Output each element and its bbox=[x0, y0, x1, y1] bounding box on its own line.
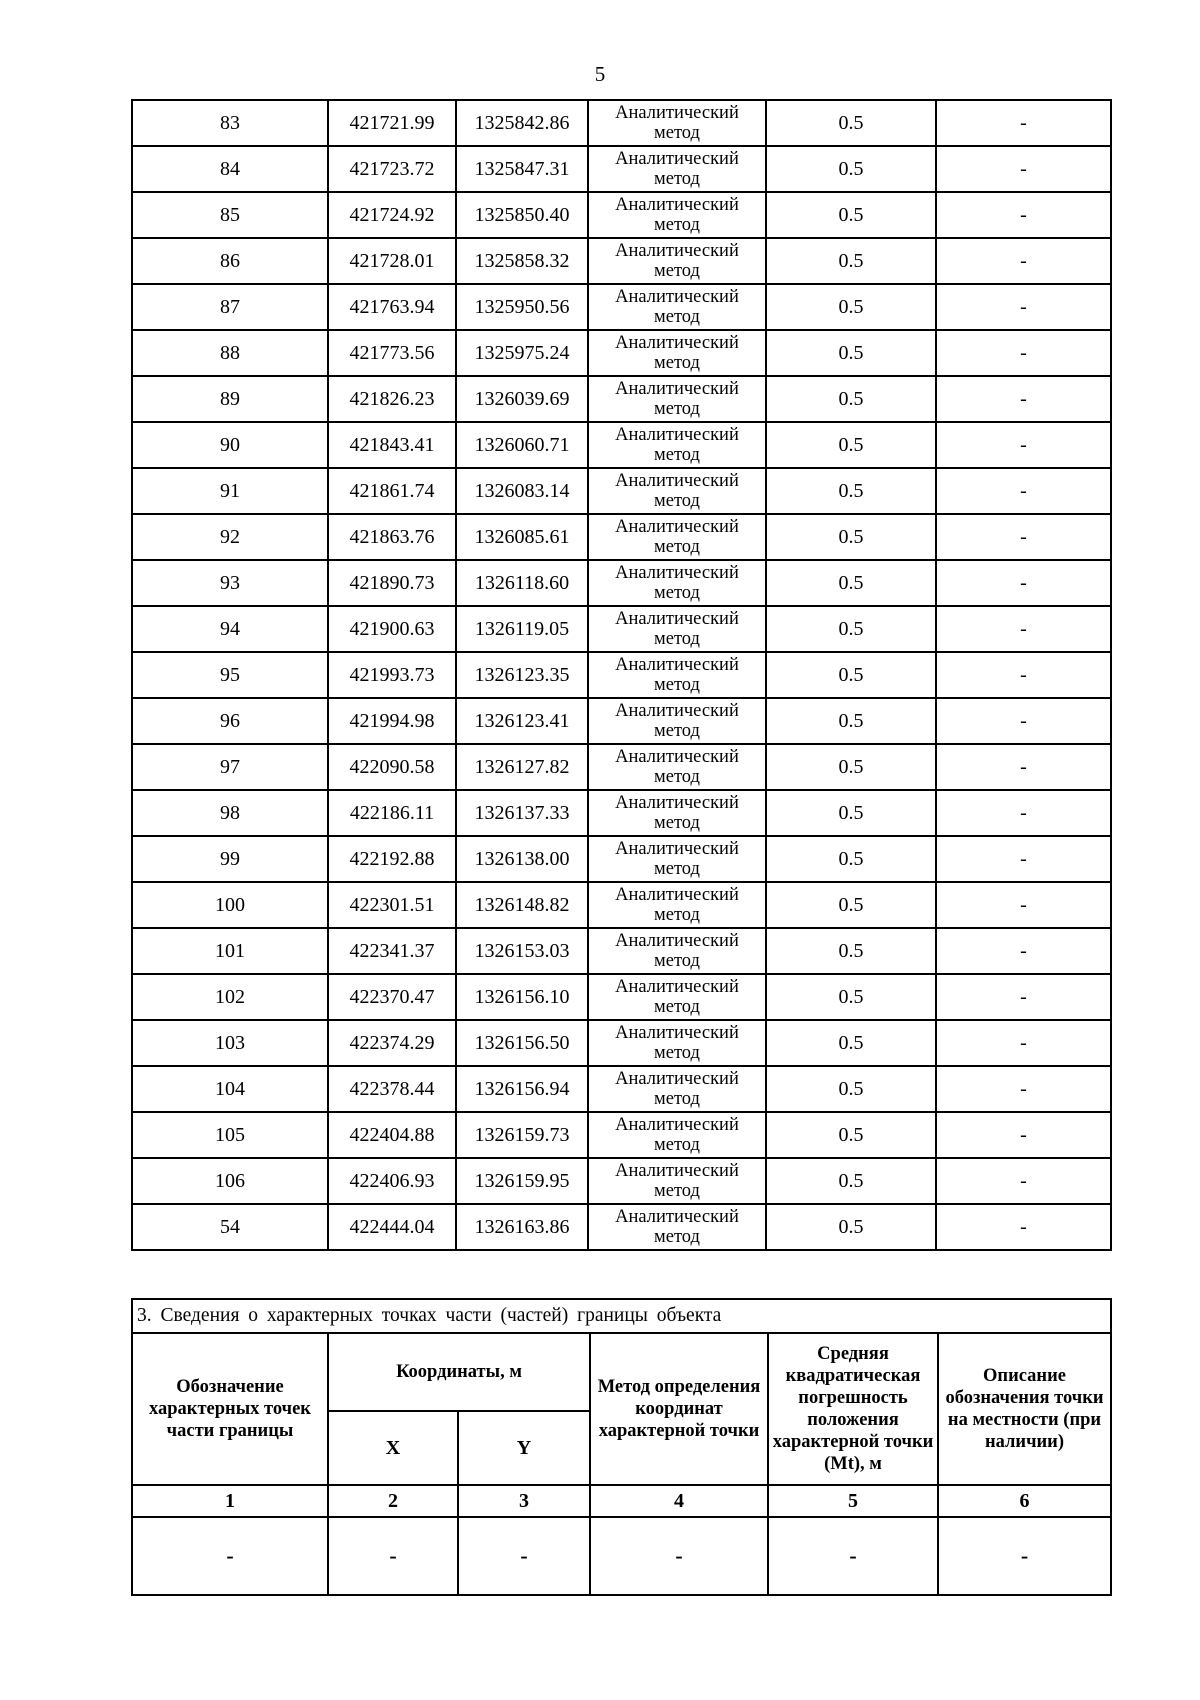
cell-point: 90 bbox=[132, 422, 328, 468]
cell-description: - bbox=[936, 606, 1111, 652]
cell-x: 422404.88 bbox=[328, 1112, 456, 1158]
header-y: Y bbox=[458, 1411, 590, 1485]
column-number: 2 bbox=[328, 1485, 458, 1517]
cell-x: 421890.73 bbox=[328, 560, 456, 606]
cell-method bbox=[588, 192, 766, 238]
cell-point: 91 bbox=[132, 468, 328, 514]
cell-y: 1326156.10 bbox=[456, 974, 588, 1020]
cell-point: 96 bbox=[132, 698, 328, 744]
cell-x: 421723.72 bbox=[328, 146, 456, 192]
cell-method bbox=[588, 1066, 766, 1112]
method-line-1: Аналитический bbox=[615, 517, 739, 537]
cell-method bbox=[588, 238, 766, 284]
cell-y: 1325850.40 bbox=[456, 192, 588, 238]
cell-x: 422301.51 bbox=[328, 882, 456, 928]
method-line-1: Аналитический bbox=[615, 885, 739, 905]
coordinates-table-body bbox=[132, 100, 1111, 1250]
header-row-1 bbox=[132, 1333, 1111, 1411]
method-line-2: метод bbox=[654, 123, 700, 143]
table-row bbox=[132, 790, 1111, 836]
method-line-1: Аналитический bbox=[615, 103, 739, 123]
cell-method bbox=[588, 422, 766, 468]
method-line-2: метод bbox=[654, 675, 700, 695]
method-line-2: метод bbox=[654, 537, 700, 557]
cell-method bbox=[588, 928, 766, 974]
cell-description: - bbox=[936, 974, 1111, 1020]
method-line-1: Аналитический bbox=[615, 195, 739, 215]
cell-point: 106 bbox=[132, 1158, 328, 1204]
cell-y: 1326159.95 bbox=[456, 1158, 588, 1204]
cell-description: - bbox=[938, 1517, 1111, 1595]
cell-y: 1325842.86 bbox=[456, 100, 588, 146]
cell-x: 422370.47 bbox=[328, 974, 456, 1020]
cell-description: - bbox=[936, 560, 1111, 606]
column-number: 5 bbox=[768, 1485, 938, 1517]
method-line-2: метод bbox=[654, 813, 700, 833]
cell-method bbox=[588, 146, 766, 192]
cell-description: - bbox=[936, 376, 1111, 422]
table-row bbox=[132, 1020, 1111, 1066]
table-row bbox=[132, 192, 1111, 238]
column-number: 4 bbox=[590, 1485, 768, 1517]
header-coordinates: Координаты, м bbox=[328, 1333, 590, 1411]
method-line-2: метод bbox=[654, 307, 700, 327]
method-line-1: Аналитический bbox=[615, 563, 739, 583]
method-line-2: метод bbox=[654, 629, 700, 649]
cell-point: 89 bbox=[132, 376, 328, 422]
cell-x: 422192.88 bbox=[328, 836, 456, 882]
header-description: Описание обозначения точки на местности (при наличии) bbox=[938, 1333, 1111, 1485]
table-row bbox=[132, 652, 1111, 698]
header-x: X bbox=[328, 1411, 458, 1485]
header-accuracy: Средняя квадратическая погрешность положения характерной точки (Mt), м bbox=[768, 1333, 938, 1485]
cell-x: - bbox=[328, 1517, 458, 1595]
cell-method bbox=[588, 698, 766, 744]
cell-point: 93 bbox=[132, 560, 328, 606]
cell-point: 103 bbox=[132, 1020, 328, 1066]
method-line-1: Аналитический bbox=[615, 287, 739, 307]
cell-point: 87 bbox=[132, 284, 328, 330]
table-row bbox=[132, 1158, 1111, 1204]
method-line-1: Аналитический bbox=[615, 333, 739, 353]
method-line-1: Аналитический bbox=[615, 1161, 739, 1181]
cell-point: 99 bbox=[132, 836, 328, 882]
cell-y: 1326138.00 bbox=[456, 836, 588, 882]
cell-description: - bbox=[936, 1204, 1111, 1250]
cell-y: - bbox=[458, 1517, 590, 1595]
cell-method bbox=[588, 1158, 766, 1204]
cell-method bbox=[588, 1204, 766, 1250]
cell-accuracy: 0.5 bbox=[766, 514, 936, 560]
method-line-1: Аналитический bbox=[615, 609, 739, 629]
cell-y: 1326039.69 bbox=[456, 376, 588, 422]
column-number-row bbox=[132, 1485, 1111, 1517]
cell-x: 422186.11 bbox=[328, 790, 456, 836]
cell-accuracy: 0.5 bbox=[766, 146, 936, 192]
cell-accuracy: 0.5 bbox=[766, 284, 936, 330]
cell-description: - bbox=[936, 790, 1111, 836]
header-method: Метод определения координат характерной точки bbox=[590, 1333, 768, 1485]
section-title: 3. Сведения о характерных точках части (частей) границы объекта bbox=[132, 1299, 1111, 1333]
table-row bbox=[132, 284, 1111, 330]
table-row bbox=[132, 1112, 1111, 1158]
cell-description: - bbox=[936, 744, 1111, 790]
method-line-1: Аналитический bbox=[615, 701, 739, 721]
cell-x: 421724.92 bbox=[328, 192, 456, 238]
cell-description: - bbox=[936, 882, 1111, 928]
cell-method bbox=[588, 560, 766, 606]
cell-accuracy: 0.5 bbox=[766, 330, 936, 376]
cell-designation: - bbox=[132, 1517, 328, 1595]
coordinates-table bbox=[131, 99, 1112, 1251]
method-line-2: метод bbox=[654, 261, 700, 281]
table-row bbox=[132, 836, 1111, 882]
cell-accuracy: 0.5 bbox=[766, 1158, 936, 1204]
cell-y: 1325975.24 bbox=[456, 330, 588, 376]
cell-accuracy: 0.5 bbox=[766, 1204, 936, 1250]
cell-y: 1326153.03 bbox=[456, 928, 588, 974]
cell-description: - bbox=[936, 192, 1111, 238]
method-line-1: Аналитический bbox=[615, 977, 739, 997]
table-row bbox=[132, 238, 1111, 284]
cell-point: 94 bbox=[132, 606, 328, 652]
cell-accuracy: 0.5 bbox=[766, 928, 936, 974]
cell-description: - bbox=[936, 1066, 1111, 1112]
method-line-2: метод bbox=[654, 169, 700, 189]
cell-accuracy: 0.5 bbox=[766, 376, 936, 422]
cell-y: 1326163.86 bbox=[456, 1204, 588, 1250]
cell-x: 421994.98 bbox=[328, 698, 456, 744]
cell-y: 1326083.14 bbox=[456, 468, 588, 514]
method-line-2: метод bbox=[654, 1043, 700, 1063]
cell-x: 422378.44 bbox=[328, 1066, 456, 1112]
cell-point: 85 bbox=[132, 192, 328, 238]
cell-accuracy: 0.5 bbox=[766, 652, 936, 698]
cell-y: 1326060.71 bbox=[456, 422, 588, 468]
cell-x: 422341.37 bbox=[328, 928, 456, 974]
cell-point: 97 bbox=[132, 744, 328, 790]
cell-description: - bbox=[936, 146, 1111, 192]
method-line-2: метод bbox=[654, 767, 700, 787]
cell-description: - bbox=[936, 1158, 1111, 1204]
cell-point: 88 bbox=[132, 330, 328, 376]
cell-x: 422406.93 bbox=[328, 1158, 456, 1204]
cell-accuracy: 0.5 bbox=[766, 192, 936, 238]
method-line-2: метод bbox=[654, 353, 700, 373]
cell-method bbox=[588, 514, 766, 560]
table-row bbox=[132, 1066, 1111, 1112]
column-number: 6 bbox=[938, 1485, 1111, 1517]
cell-accuracy: 0.5 bbox=[766, 1112, 936, 1158]
cell-method bbox=[588, 790, 766, 836]
cell-point: 95 bbox=[132, 652, 328, 698]
cell-point: 84 bbox=[132, 146, 328, 192]
cell-method bbox=[588, 836, 766, 882]
cell-method: - bbox=[590, 1517, 768, 1595]
cell-description: - bbox=[936, 330, 1111, 376]
cell-x: 421826.23 bbox=[328, 376, 456, 422]
cell-description: - bbox=[936, 284, 1111, 330]
cell-method bbox=[588, 1112, 766, 1158]
cell-y: 1325950.56 bbox=[456, 284, 588, 330]
method-line-1: Аналитический bbox=[615, 471, 739, 491]
cell-description: - bbox=[936, 836, 1111, 882]
cell-description: - bbox=[936, 652, 1111, 698]
cell-y: 1326156.50 bbox=[456, 1020, 588, 1066]
cell-method bbox=[588, 376, 766, 422]
cell-accuracy: 0.5 bbox=[766, 1020, 936, 1066]
cell-y: 1325847.31 bbox=[456, 146, 588, 192]
cell-point: 54 bbox=[132, 1204, 328, 1250]
cell-description: - bbox=[936, 1112, 1111, 1158]
cell-description: - bbox=[936, 100, 1111, 146]
method-line-1: Аналитический bbox=[615, 793, 739, 813]
method-line-1: Аналитический bbox=[615, 1023, 739, 1043]
cell-x: 421728.01 bbox=[328, 238, 456, 284]
table-row bbox=[132, 698, 1111, 744]
cell-y: 1326148.82 bbox=[456, 882, 588, 928]
cell-description: - bbox=[936, 422, 1111, 468]
section-title-row bbox=[132, 1299, 1111, 1333]
method-line-1: Аналитический bbox=[615, 1115, 739, 1135]
cell-method bbox=[588, 284, 766, 330]
table-row bbox=[132, 514, 1111, 560]
cell-description: - bbox=[936, 698, 1111, 744]
table-row bbox=[132, 100, 1111, 146]
table-row bbox=[132, 330, 1111, 376]
cell-x: 421861.74 bbox=[328, 468, 456, 514]
method-line-2: метод bbox=[654, 997, 700, 1017]
cell-method bbox=[588, 1020, 766, 1066]
cell-x: 421843.41 bbox=[328, 422, 456, 468]
cell-method bbox=[588, 882, 766, 928]
method-line-1: Аналитический bbox=[615, 1207, 739, 1227]
method-line-2: метод bbox=[654, 399, 700, 419]
cell-accuracy: 0.5 bbox=[766, 468, 936, 514]
cell-accuracy: 0.5 bbox=[766, 1066, 936, 1112]
method-line-1: Аналитический bbox=[615, 149, 739, 169]
table-row bbox=[132, 882, 1111, 928]
cell-point: 86 bbox=[132, 238, 328, 284]
cell-description: - bbox=[936, 928, 1111, 974]
cell-accuracy: 0.5 bbox=[766, 744, 936, 790]
method-line-2: метод bbox=[654, 1181, 700, 1201]
cell-description: - bbox=[936, 514, 1111, 560]
cell-accuracy: 0.5 bbox=[766, 974, 936, 1020]
cell-point: 102 bbox=[132, 974, 328, 1020]
cell-accuracy: 0.5 bbox=[766, 238, 936, 284]
header-designation: Обозначение характерных точек части границы bbox=[132, 1333, 328, 1485]
cell-point: 104 bbox=[132, 1066, 328, 1112]
cell-x: 421721.99 bbox=[328, 100, 456, 146]
cell-accuracy: 0.5 bbox=[766, 560, 936, 606]
table-row bbox=[132, 1204, 1111, 1250]
cell-x: 421863.76 bbox=[328, 514, 456, 560]
cell-accuracy: 0.5 bbox=[766, 698, 936, 744]
table-row bbox=[132, 606, 1111, 652]
cell-method bbox=[588, 652, 766, 698]
part-boundary-table bbox=[131, 1298, 1112, 1596]
method-line-2: метод bbox=[654, 905, 700, 925]
cell-y: 1326123.41 bbox=[456, 698, 588, 744]
cell-y: 1325858.32 bbox=[456, 238, 588, 284]
cell-method bbox=[588, 330, 766, 376]
cell-method bbox=[588, 744, 766, 790]
column-number: 1 bbox=[132, 1485, 328, 1517]
cell-accuracy: 0.5 bbox=[766, 100, 936, 146]
cell-y: 1326119.05 bbox=[456, 606, 588, 652]
method-line-2: метод bbox=[654, 1135, 700, 1155]
cell-point: 105 bbox=[132, 1112, 328, 1158]
method-line-1: Аналитический bbox=[615, 839, 739, 859]
cell-x: 421763.94 bbox=[328, 284, 456, 330]
cell-accuracy: 0.5 bbox=[766, 606, 936, 652]
method-line-1: Аналитический bbox=[615, 1069, 739, 1089]
cell-accuracy: 0.5 bbox=[766, 422, 936, 468]
method-line-2: метод bbox=[654, 951, 700, 971]
table-row bbox=[132, 376, 1111, 422]
page-number: 5 bbox=[594, 62, 606, 86]
method-line-2: метод bbox=[654, 215, 700, 235]
cell-accuracy: 0.5 bbox=[766, 836, 936, 882]
method-line-2: метод bbox=[654, 583, 700, 603]
method-line-1: Аналитический bbox=[615, 747, 739, 767]
table-row bbox=[132, 744, 1111, 790]
cell-y: 1326137.33 bbox=[456, 790, 588, 836]
cell-y: 1326118.60 bbox=[456, 560, 588, 606]
cell-x: 422090.58 bbox=[328, 744, 456, 790]
method-line-1: Аналитический bbox=[615, 241, 739, 261]
cell-y: 1326156.94 bbox=[456, 1066, 588, 1112]
part-data-row bbox=[132, 1517, 1111, 1595]
table-row bbox=[132, 928, 1111, 974]
cell-accuracy: - bbox=[768, 1517, 938, 1595]
cell-method bbox=[588, 468, 766, 514]
cell-y: 1326085.61 bbox=[456, 514, 588, 560]
method-line-1: Аналитический bbox=[615, 931, 739, 951]
method-line-2: метод bbox=[654, 1089, 700, 1109]
method-line-2: метод bbox=[654, 491, 700, 511]
cell-accuracy: 0.5 bbox=[766, 790, 936, 836]
cell-description: - bbox=[936, 1020, 1111, 1066]
table-row bbox=[132, 974, 1111, 1020]
cell-point: 100 bbox=[132, 882, 328, 928]
cell-x: 421993.73 bbox=[328, 652, 456, 698]
column-number: 3 bbox=[458, 1485, 590, 1517]
table-row bbox=[132, 468, 1111, 514]
cell-y: 1326123.35 bbox=[456, 652, 588, 698]
method-line-2: метод bbox=[654, 859, 700, 879]
table-row bbox=[132, 146, 1111, 192]
cell-point: 92 bbox=[132, 514, 328, 560]
method-line-1: Аналитический bbox=[615, 655, 739, 675]
table-row bbox=[132, 560, 1111, 606]
cell-method bbox=[588, 100, 766, 146]
cell-x: 421900.63 bbox=[328, 606, 456, 652]
method-line-1: Аналитический bbox=[615, 425, 739, 445]
cell-x: 422374.29 bbox=[328, 1020, 456, 1066]
cell-accuracy: 0.5 bbox=[766, 882, 936, 928]
cell-point: 98 bbox=[132, 790, 328, 836]
method-line-2: метод bbox=[654, 1227, 700, 1247]
cell-x: 422444.04 bbox=[328, 1204, 456, 1250]
table-row bbox=[132, 422, 1111, 468]
cell-y: 1326127.82 bbox=[456, 744, 588, 790]
cell-x: 421773.56 bbox=[328, 330, 456, 376]
cell-point: 83 bbox=[132, 100, 328, 146]
cell-point: 101 bbox=[132, 928, 328, 974]
method-line-2: метод bbox=[654, 721, 700, 741]
cell-method bbox=[588, 606, 766, 652]
cell-description: - bbox=[936, 468, 1111, 514]
cell-method bbox=[588, 974, 766, 1020]
method-line-1: Аналитический bbox=[615, 379, 739, 399]
method-line-2: метод bbox=[654, 445, 700, 465]
cell-y: 1326159.73 bbox=[456, 1112, 588, 1158]
cell-description: - bbox=[936, 238, 1111, 284]
